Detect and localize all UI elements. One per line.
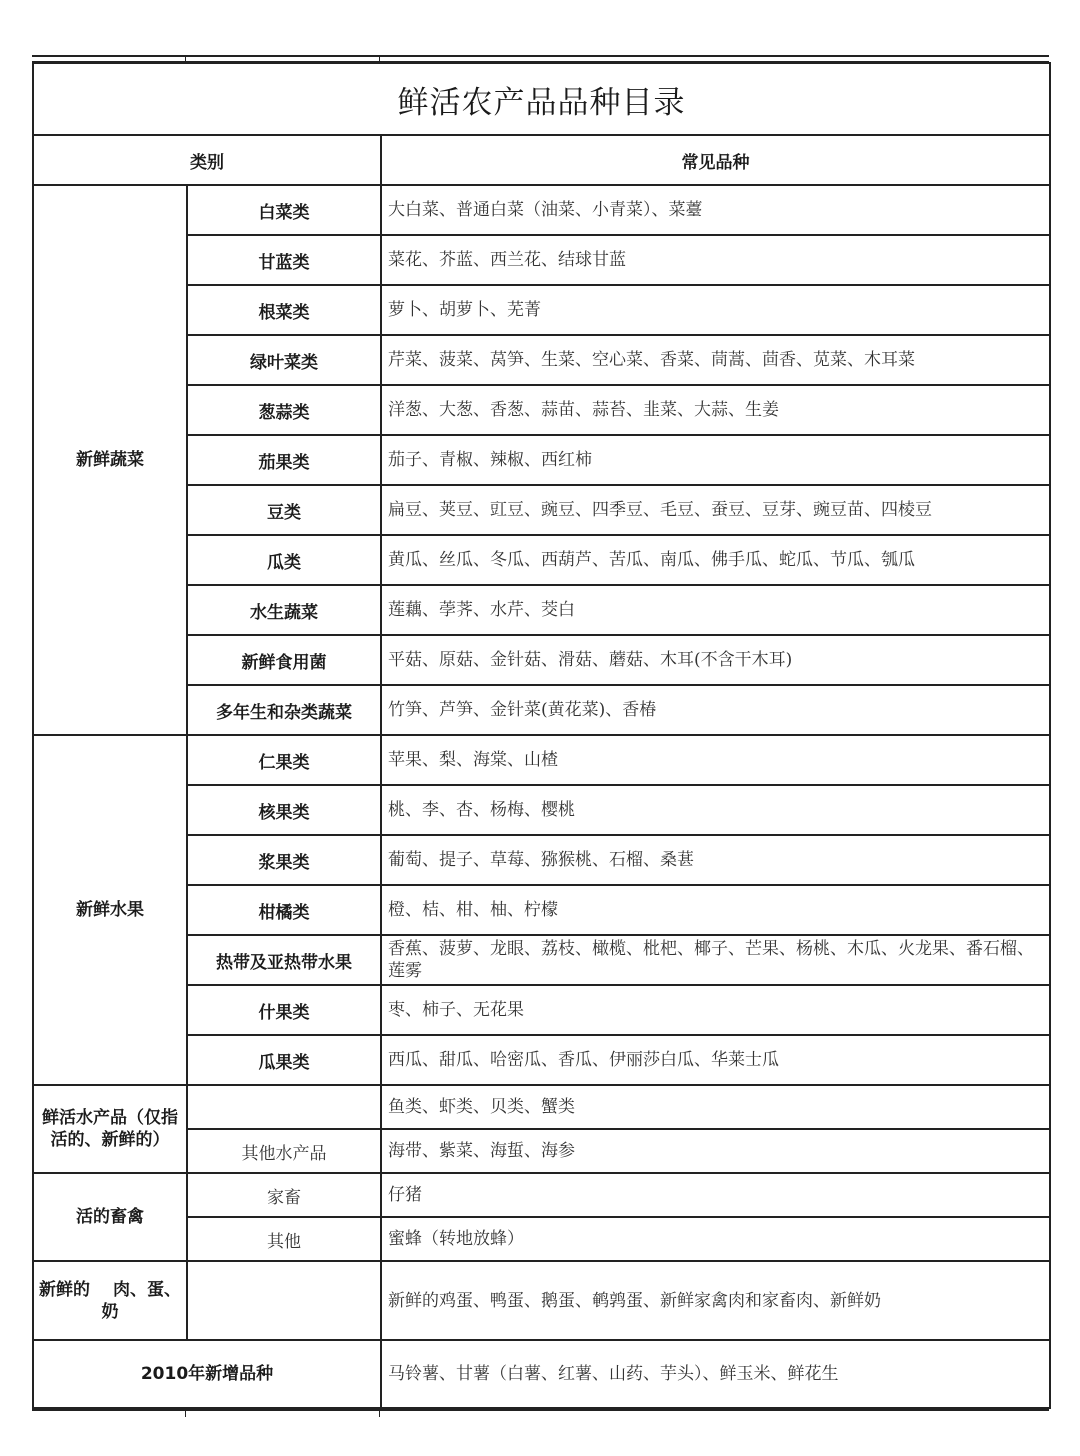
varieties-cell: 菜花、芥蓝、西兰花、结球甘蓝: [381, 235, 1050, 285]
subcategory-label: 瓜类: [187, 535, 381, 585]
group-label-livestock: 活的畜禽: [33, 1173, 187, 1261]
varieties-cell: 海带、紫菜、海蜇、海参: [381, 1129, 1050, 1173]
group-label-aquatic: 鲜活水产品（仅指活的、新鲜的）: [33, 1085, 187, 1173]
subcategory-label: 甘蓝类: [187, 235, 381, 285]
varieties-cell: 洋葱、大葱、香葱、蒜苗、蒜苔、韭菜、大蒜、生姜: [381, 385, 1050, 435]
table-row: [33, 1340, 1050, 1408]
varieties-cell: 仔猪: [381, 1173, 1050, 1217]
group-label-vegetables: 新鲜蔬菜: [33, 185, 187, 735]
table-row: [33, 185, 1050, 235]
top-border: [32, 55, 1049, 62]
subcategory-label: 其他水产品: [187, 1129, 381, 1173]
varieties-cell: 鱼类、虾类、贝类、蟹类: [381, 1085, 1050, 1129]
subcategory-label: 其他: [187, 1217, 381, 1261]
subcategory-label: 浆果类: [187, 835, 381, 885]
document-sheet: [32, 55, 1049, 1417]
subcategory-label: 根菜类: [187, 285, 381, 335]
varieties-cell: 苹果、梨、海棠、山楂: [381, 735, 1050, 785]
table-row: [33, 1173, 1050, 1217]
varieties-cell: 西瓜、甜瓜、哈密瓜、香瓜、伊丽莎白瓜、华莱士瓜: [381, 1035, 1050, 1085]
table-row: [33, 1085, 1050, 1129]
varieties-cell: 萝卜、胡萝卜、芜菁: [381, 285, 1050, 335]
varieties-cell: 新鲜的鸡蛋、鸭蛋、鹅蛋、鹌鹑蛋、新鲜家禽肉和家畜肉、新鲜奶: [381, 1261, 1050, 1340]
subcategory-label: 瓜果类: [187, 1035, 381, 1085]
group-label-fruits: 新鲜水果: [33, 735, 187, 1085]
varieties-cell: 茄子、青椒、辣椒、西红柿: [381, 435, 1050, 485]
varieties-cell: 平菇、原菇、金针菇、滑菇、蘑菇、木耳(不含干木耳): [381, 635, 1050, 685]
table-row: [33, 735, 1050, 785]
varieties-cell: 桃、李、杏、杨梅、樱桃: [381, 785, 1050, 835]
varieties-cell: 黄瓜、丝瓜、冬瓜、西葫芦、苦瓜、南瓜、佛手瓜、蛇瓜、节瓜、瓠瓜: [381, 535, 1050, 585]
varieties-cell: 芹菜、菠菜、莴笋、生菜、空心菜、香菜、茼蒿、茴香、苋菜、木耳菜: [381, 335, 1050, 385]
column-header-varieties: 常见品种: [381, 135, 1050, 185]
subcategory-label: 仁果类: [187, 735, 381, 785]
subcategory-label: 核果类: [187, 785, 381, 835]
varieties-cell: 香蕉、菠萝、龙眼、荔枝、橄榄、枇杷、椰子、芒果、杨桃、木瓜、火龙果、番石榴、莲雾: [381, 935, 1050, 985]
subcategory-label: 水生蔬菜: [187, 585, 381, 635]
subcategory-label: 什果类: [187, 985, 381, 1035]
subcategory-label: [187, 1261, 381, 1340]
page-title: 鲜活农产品品种目录: [33, 63, 1050, 135]
varieties-cell: 蜜蜂（转地放蜂）: [381, 1217, 1050, 1261]
subcategory-label: 新鲜食用菌: [187, 635, 381, 685]
subcategory-label: 豆类: [187, 485, 381, 535]
group-label-2010-additions: 2010年新增品种: [33, 1340, 381, 1408]
subcategory-label: [187, 1085, 381, 1129]
varieties-cell: 扁豆、荚豆、豇豆、豌豆、四季豆、毛豆、蚕豆、豆芽、豌豆苗、四棱豆: [381, 485, 1050, 535]
varieties-cell: 橙、桔、柑、柚、柠檬: [381, 885, 1050, 935]
varieties-cell: 竹笋、芦笋、金针菜(黄花菜)、香椿: [381, 685, 1050, 735]
varieties-cell: 马铃薯、甘薯（白薯、红薯、山药、芋头）、鲜玉米、鲜花生: [381, 1340, 1050, 1408]
subcategory-label: 多年生和杂类蔬菜: [187, 685, 381, 735]
subcategory-label: 绿叶菜类: [187, 335, 381, 385]
subcategory-label: 热带及亚热带水果: [187, 935, 381, 985]
subcategory-label: 白菜类: [187, 185, 381, 235]
subcategory-label: 柑橘类: [187, 885, 381, 935]
varieties-cell: 葡萄、提子、草莓、猕猴桃、石榴、桑葚: [381, 835, 1050, 885]
subcategory-label: 茄果类: [187, 435, 381, 485]
bottom-border: [32, 1409, 1049, 1417]
catalog-table: [32, 62, 1051, 1409]
varieties-cell: 大白菜、普通白菜（油菜、小青菜）、菜薹: [381, 185, 1050, 235]
group-label-meat-eggs-milk: 新鲜的 肉、蛋、奶: [33, 1261, 187, 1340]
column-header-category: 类别: [33, 135, 381, 185]
subcategory-label: 家畜: [187, 1173, 381, 1217]
subcategory-label: 葱蒜类: [187, 385, 381, 435]
table-row: [33, 1261, 1050, 1340]
varieties-cell: 枣、柿子、无花果: [381, 985, 1050, 1035]
varieties-cell: 莲藕、荸荠、水芹、茭白: [381, 585, 1050, 635]
